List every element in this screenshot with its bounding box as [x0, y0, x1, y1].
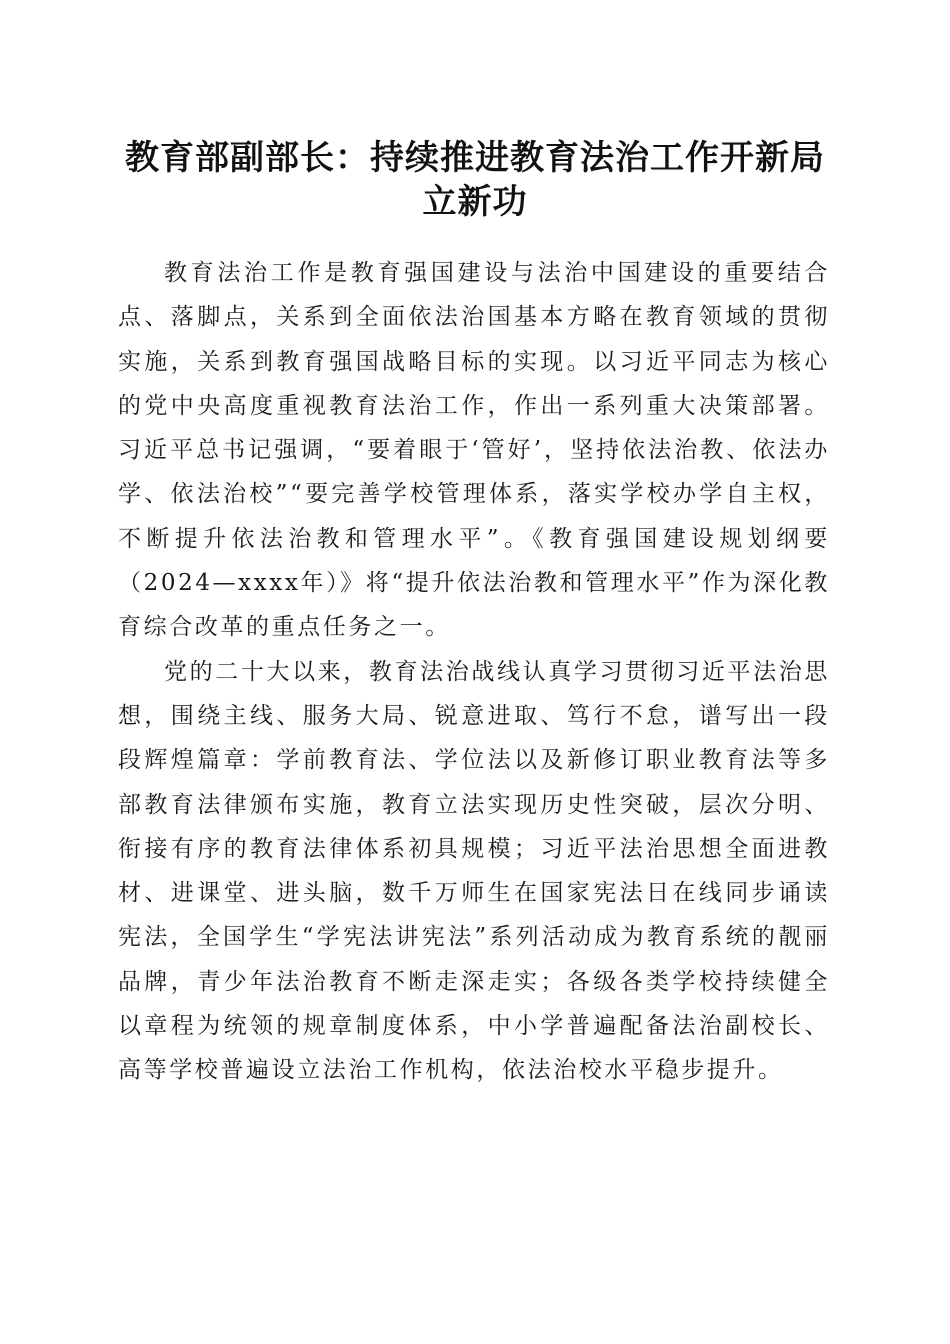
- document-body: [118, 251, 830, 1093]
- paragraph: 党的二十大以来，教育法治战线认真学习贯彻习近平法治思想，围绕主线、服务大局、锐意进取、笃行不怠，谱写出一段段辉煌篇章：学前教育法、学位法以及新修订职业教育法等多部教育法律颁布实施，教育立法实现历史性突破，层次分明、衔接有序的教育法律体系初具规模；习近平法治思想全面进教材、进课堂、进头脑，数千万师生在国家宪法日在线同步诵读宪法，全国学生“学宪法讲宪法”系列活动成为教育系统的靓丽品牌，青少年法治教育不断走深走实；各级各类学校持续健全以章程为统领的规章制度体系，中小学普遍配备法治副校长、高等学校普遍设立法治工作机构，依法治校水平稳步提升。: [118, 658, 830, 1084]
- paragraph: 教育法治工作是教育强国建设与法治中国建设的重要结合点、落脚点，关系到全面依法治国基本方略在教育领域的贯彻实施，关系到教育强国战略目标的实现。以习近平同志为核心的党中央高度重视教育法治工作，作出一系列重大决策部署。习近平总书记强调，“要着眼于‘管好’，坚持依法治教、依法办学、依法治校”“要完善学校管理体系，落实学校办学自主权，不断提升依法治教和管理水平”。《教育强国建设规划纲要（2024—xxxx年）》将“提升依法治教和管理水平”作为深化教育综合改革的重点任务之一。: [118, 260, 830, 641]
- document-title: 教育部副部长：持续推进教育法治工作开新局立新功: [125, 138, 825, 222]
